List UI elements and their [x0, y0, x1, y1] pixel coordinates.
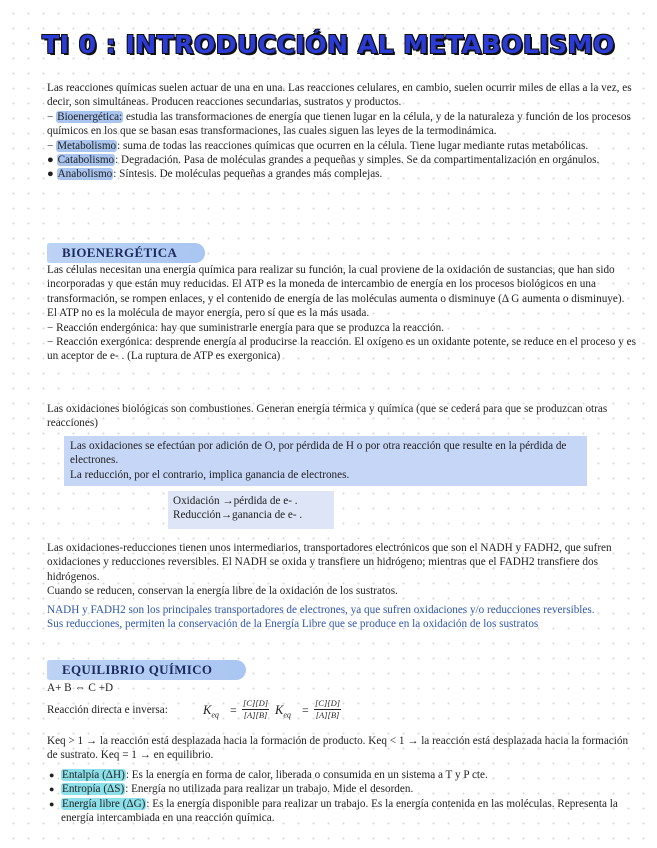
fraction-denominator: [A][B] — [243, 710, 268, 720]
metabolismo-text: : suma de todas las reacciones químicas que ocurren en la célula. Tiene lugar mediante rutas metabólicas. — [117, 139, 589, 152]
energia-libre-note: Sus reducciones, permiten la conservación de la Energía Libre que se produce en la oxidación de los sustratos — [47, 618, 539, 631]
k-subscript: eq — [283, 710, 291, 720]
energia-libre-term: Energía libre (ΔG) — [62, 797, 146, 810]
formula-label: Reacción directa e inversa: — [47, 704, 168, 716]
bioenergetica-section — [47, 263, 637, 364]
anabolismo-term: Anabolismo — [57, 168, 113, 181]
entropia-term: Entropía (ΔS) — [62, 783, 125, 796]
exergonica-line: − Reacción exergónica: desprende energía al producirse la reacción. El oxígeno es un oxidante potente, se reduce en el proceso y es un aceptor de e- . (La ruptura de ATP es exergonica) — [47, 336, 636, 363]
nadh-fadh2-note: NADH y FADH2 son los principales transportadores de electrones, ya que sufren oxidaciones y/o reducciones reversibles. — [47, 603, 595, 616]
catabolismo-term: Catabolismo — [57, 154, 115, 167]
bullet-prefix: ● — [47, 154, 57, 167]
entalpia-text: : Es la energía en forma de calor, liberada o consumida en un sistema a T y P cte. — [125, 769, 488, 781]
fraction-numerator: [C][D] — [243, 698, 269, 708]
equals-sign: = — [302, 703, 309, 717]
k-letter: K — [203, 703, 212, 717]
thermo-list — [47, 768, 637, 826]
redox-summary-box — [168, 491, 334, 529]
intro-paragraph: Las reacciones químicas suelen actuar de una en una. Las reacciones celulares, en cambio, suelen ocurrir miles de ellas a la vez, es decir, son simultáneas. Producen reacciones secundarias, sustratos y productos. — [47, 82, 632, 109]
keq-fraction — [242, 698, 269, 721]
reduccion-summary: Reducción→ganancia de e- . — [173, 509, 303, 522]
fraction-denominator: [A][B] — [315, 710, 340, 720]
list-item — [47, 782, 637, 796]
dash-prefix: − — [47, 110, 57, 123]
anabolismo-definition — [47, 167, 637, 181]
energia-libre-text: : Es la energía disponible para realizar un trabajo. Es la energía contenida en las moléculas. Representa la energía intercambiada en una reacción química. — [61, 797, 618, 825]
list-item — [47, 797, 637, 826]
bioenergetica-heading: BIOENERGÉTICA — [47, 243, 205, 263]
keq-fraction — [314, 698, 341, 721]
transportadores-paragraph: Las oxidaciones-reducciones tienen unos intermediarios, transportadores electrónicos que son el NADH y FADH2, que sufren oxidaciones y reducciones reversibles. El NADH se oxida y transfiere un hidrógeno; mientras que el FADH2 transfiere dos hidrógenos. — [47, 542, 612, 583]
keq-symbol — [275, 703, 291, 720]
bioenergetica-term: Bioenergética: — [57, 110, 123, 123]
bullet-prefix: ● — [47, 168, 57, 181]
catabolismo-definition — [47, 153, 637, 167]
k-subscript: eq — [211, 710, 219, 720]
metabolismo-definition — [47, 139, 637, 153]
equals-sign: = — [230, 703, 237, 717]
reduction-box-line: La reducción, por el contrario, implica ganancia de electrones. — [70, 468, 350, 481]
list-item — [47, 768, 637, 782]
entalpia-term: Entalpía (ΔH) — [62, 769, 125, 781]
oxidacion-summary: Oxidación →pérdida de e- . — [173, 495, 298, 507]
metabolismo-term: Metabolismo — [57, 139, 117, 152]
intro-section — [47, 81, 637, 182]
oxidaciones-paragraph: Las oxidaciones biológicas son combustiones. Generan energía térmica y química (que se cederá para que se produzcan otras reacciones) — [47, 403, 608, 430]
transportadores-section — [47, 541, 637, 631]
anabolismo-text: : Síntesis. De moléculas pequeñas a grandes más complejas. — [113, 168, 383, 181]
page-title: TI 0 : INTRODUCCIÓN AL METABOLISMO — [42, 30, 615, 59]
keq-formula — [47, 698, 607, 724]
reduccion-paragraph: Cuando se reducen, conservan la energía libre de la oxidación de los sustratos. — [47, 585, 398, 598]
oxidation-box-line: Las oxidaciones se efectúan por adición de O, por pérdida de H o por otra reacción que resulte en la pérdida de electrones. — [70, 440, 567, 467]
dash-prefix: − — [47, 139, 57, 152]
oxidation-highlight-box — [64, 436, 587, 486]
bioenergetica-paragraph: Las células necesitan una energía química para realizar su función, la cual proviene de la oxidación de sustancias, que han sido incorporadas y que están muy reducidas. El ATP es la moneda de intercambio de energía en los procesos biológicos en una transformación, se rompen enlaces, y el contenido de energía de las moléculas aumenta o disminuye (Δ G aumenta o disminuye). El ATP no es la molécula de mayor energía, pero sí que es la más usada. — [47, 264, 625, 320]
bioenergetica-definition — [47, 110, 637, 139]
keq-explanation: Keq > 1 → la reacción está desplazada hacia la formación de producto. Keq < 1 → la reacción está desplazada hacia la formación de sustrato. Keq = 1 → en equilibrio. — [47, 735, 629, 762]
keq-symbol — [203, 703, 219, 720]
bioenergetica-text: estudia las transformaciones de energía que tienen lugar en la célula, y de la naturaleza y función de los procesos químicos en los que se basan esas transformaciones, las cuales siguen las leyes de la termodinámica. — [47, 110, 631, 138]
entropia-text: : Energía no utilizada para realizar un trabajo. Mide el desorden. — [125, 783, 414, 796]
endergonica-line: − Reacción endergónica: hay que suministrarle energía para que se produzca la reacción. — [47, 321, 444, 334]
equilibrio-heading: EQUILIBRIO QUÍMICO — [47, 660, 246, 680]
k-letter: K — [275, 703, 284, 717]
reaction-equation: A+ B ⇔ C +D — [47, 682, 114, 694]
catabolismo-text: : Degradación. Pasa de moléculas grandes a pequeñas y simples. Se da compartimentalización en orgánulos. — [115, 154, 600, 167]
fraction-numerator: [C][D] — [315, 698, 341, 708]
